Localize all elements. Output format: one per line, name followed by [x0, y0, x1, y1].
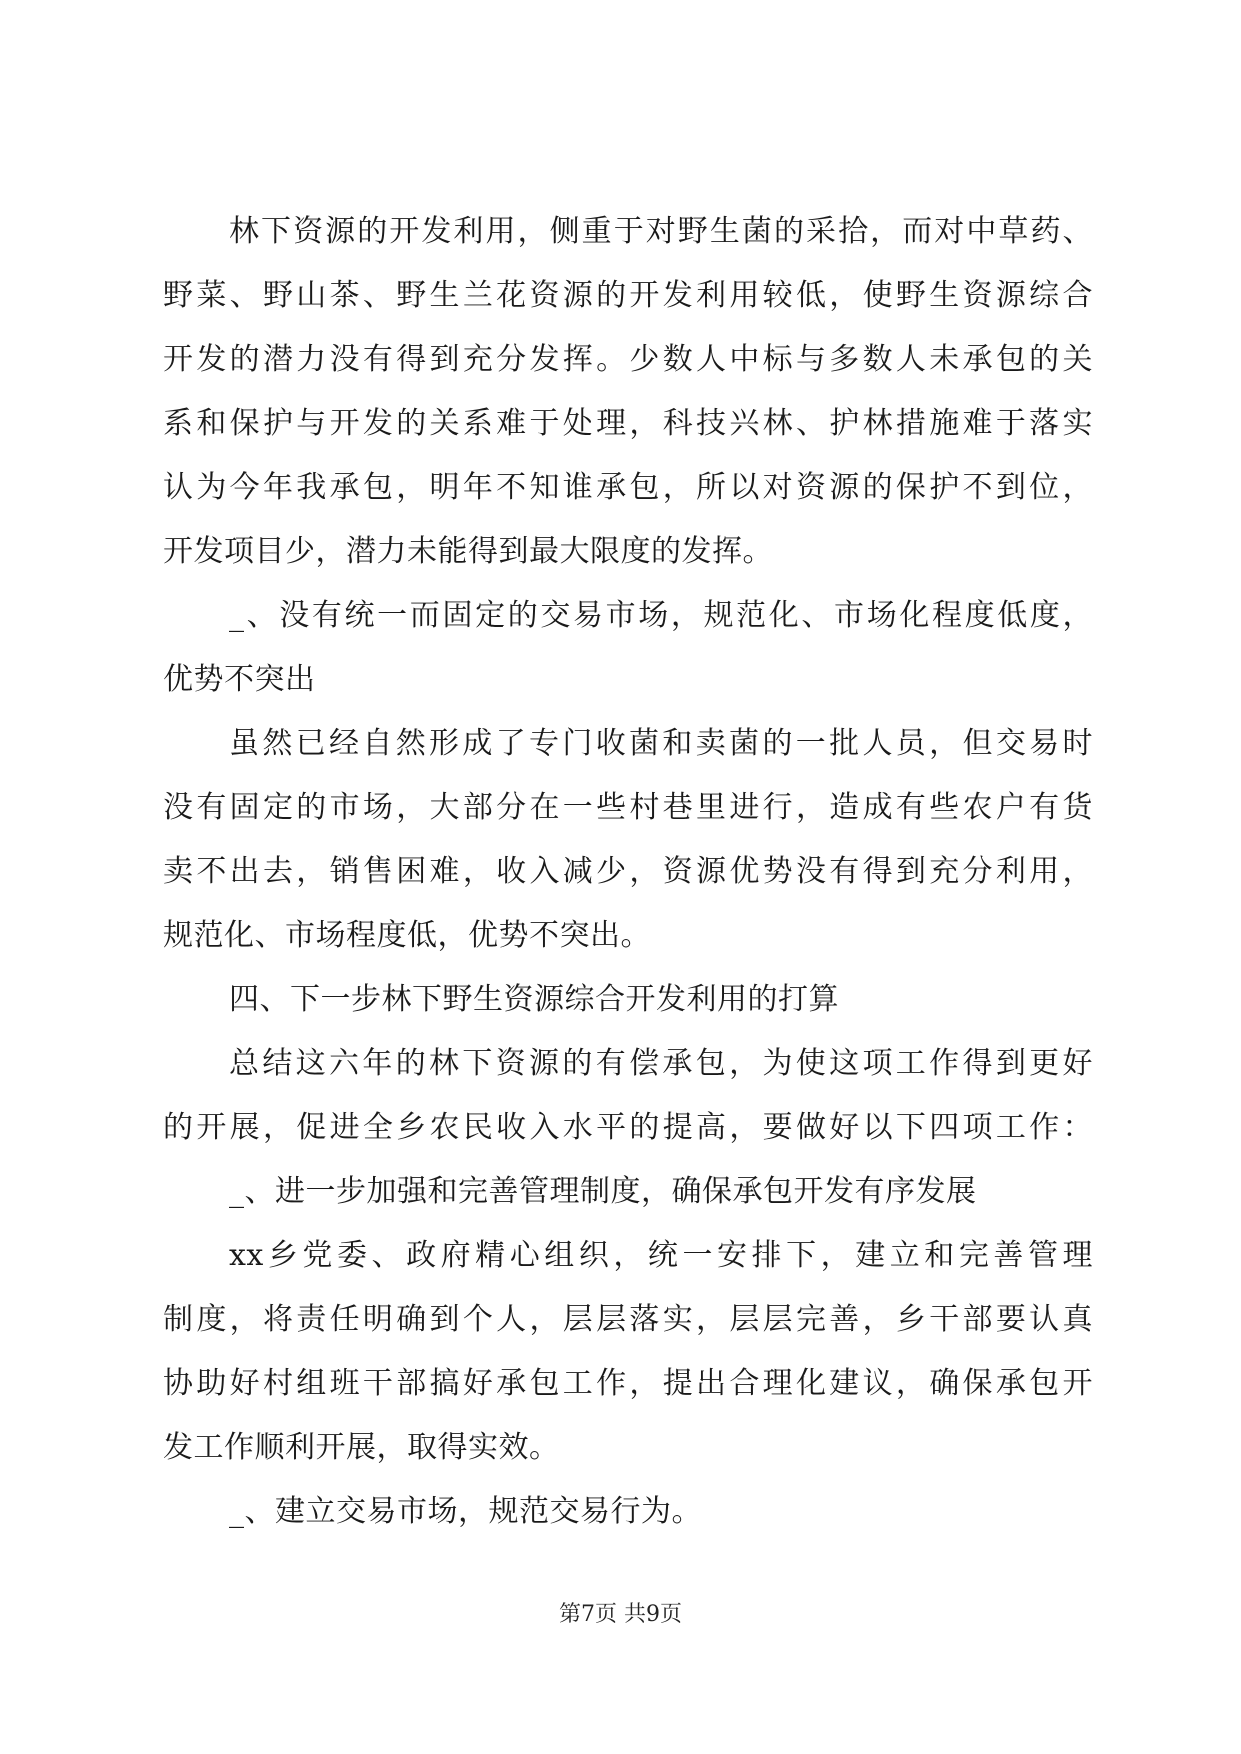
section-heading: _、进一步加强和完善管理制度，确保承包开发有序发展 [229, 1174, 977, 1209]
text-line: 规范化、市场程度低，优势不突出。 [163, 918, 651, 953]
section-heading: 四、下一步林下野生资源综合开发利用的打算 [229, 982, 839, 1017]
text-line: 发工作顺利开展，取得实效。 [163, 1430, 560, 1465]
text-line: 开发的潜力没有得到充分发挥。少数人中标与多数人未承包的关 [163, 342, 1093, 377]
section-heading: 优势不突出 [163, 662, 316, 697]
text-line: 认为今年我承包，明年不知谁承包，所以对资源的保护不到位， [163, 470, 1093, 505]
text-line: 协助好村组班干部搞好承包工作，提出合理化建议，确保承包开 [163, 1366, 1093, 1401]
section-heading: _、建立交易市场，规范交易行为。 [229, 1494, 702, 1529]
text-line: 野菜、野山茶、野生兰花资源的开发利用较低，使野生资源综合 [163, 278, 1093, 313]
section-heading: _、没有统一而固定的交易市场，规范化、市场化程度低度， [229, 598, 1093, 633]
text-line: 没有固定的市场，大部分在一些村巷里进行，造成有些农户有货 [163, 790, 1093, 825]
text-line: 系和保护与开发的关系难于处理，科技兴林、护林措施难于落实 [163, 406, 1093, 441]
text-line: 的开展，促进全乡农民收入水平的提高，要做好以下四项工作： [163, 1110, 1093, 1145]
text-line: 虽然已经自然形成了专门收菌和卖菌的一批人员，但交易时 [229, 726, 1093, 761]
text-line: 总结这六年的林下资源的有偿承包，为使这项工作得到更好 [229, 1046, 1093, 1081]
body-text [163, 200, 1093, 1544]
text-line: 卖不出去，销售困难，收入减少，资源优势没有得到充分利用， [163, 854, 1093, 889]
text-line: 开发项目少，潜力未能得到最大限度的发挥。 [163, 534, 773, 569]
text-line: xx乡党委、政府精心组织，统一安排下，建立和完善管理 [229, 1238, 1093, 1273]
page-footer: 第7页 共9页 [559, 1602, 682, 1627]
text-line: 制度，将责任明确到个人，层层落实，层层完善，乡干部要认真 [163, 1302, 1093, 1337]
text-line: 林下资源的开发利用，侧重于对野生菌的采拾，而对中草药、 [229, 214, 1093, 249]
